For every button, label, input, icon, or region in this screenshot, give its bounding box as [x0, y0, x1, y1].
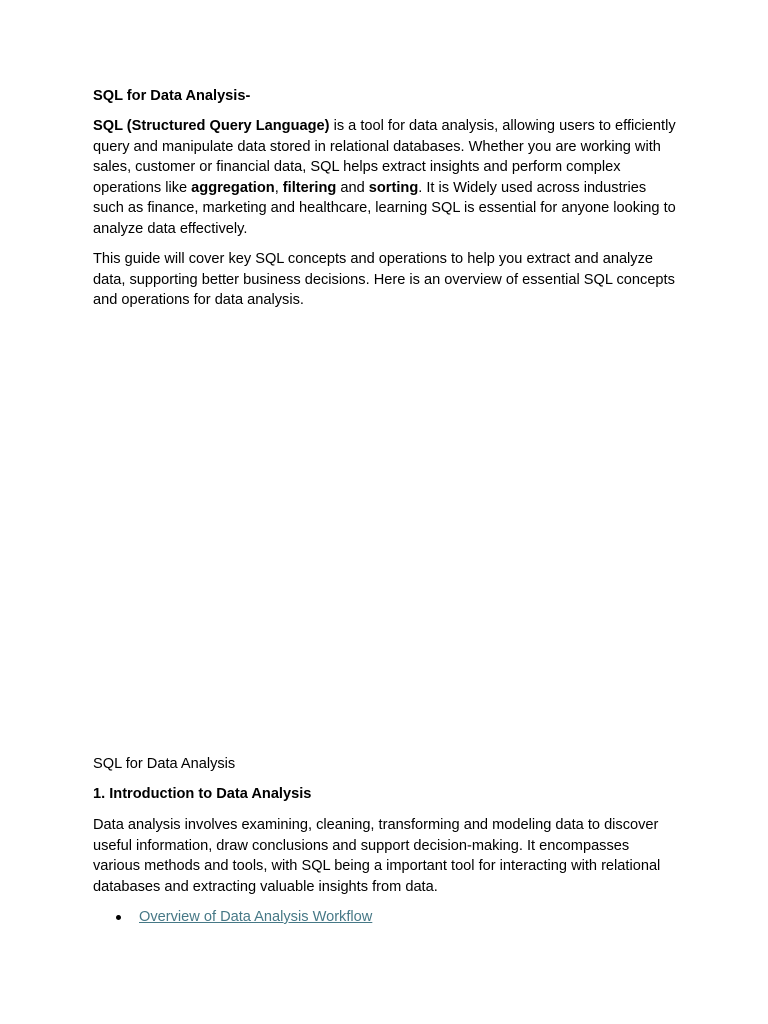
document-title: SQL for Data Analysis-	[93, 88, 251, 104]
image-caption: SQL for Data Analysis	[93, 756, 236, 772]
sql-term: SQL (Structured Query Language)	[93, 118, 330, 134]
intro-separator-1: ,	[274, 179, 283, 196]
workflow-overview-link[interactable]: Overview of Data Analysis Workflow	[139, 909, 373, 925]
guide-paragraph: This guide will cover key SQL concepts and operations to help you extract and analyze data, supporting better business decisions. Here is an overview of essential SQL concepts and operations for data analysis.	[93, 251, 675, 309]
bullet-icon	[116, 915, 121, 920]
operation-sorting: sorting	[368, 179, 419, 196]
intro-separator-2: and	[336, 179, 369, 196]
list-item	[93, 907, 678, 928]
operation-aggregation: aggregation	[191, 179, 275, 196]
intro-text-2: . It is Widely used across industries such as finance, marketing and healthcare, learning SQL is essential for anyone looking to analyze data effectively.	[93, 179, 676, 237]
intro-text-1: is a tool for data analysis, allowing users to efficiently query and manipulate data stored in relational databases. Whether you are working with sales, customer or financial data, SQL helps extract insights and perform complex operations like	[93, 118, 676, 196]
section-body-paragraph: Data analysis involves examining, cleaning, transforming and modeling data to discover useful information, draw conclusions and support decision-making. It encompasses various methods and tools, with SQL being a important tool for interacting with relational databases and extracting valuable insights from data.	[93, 817, 661, 895]
intro-paragraph	[93, 116, 678, 240]
operation-filtering: filtering	[282, 179, 337, 196]
bullet-list	[93, 907, 678, 928]
section-heading: 1. Introduction to Data Analysis	[93, 786, 312, 802]
